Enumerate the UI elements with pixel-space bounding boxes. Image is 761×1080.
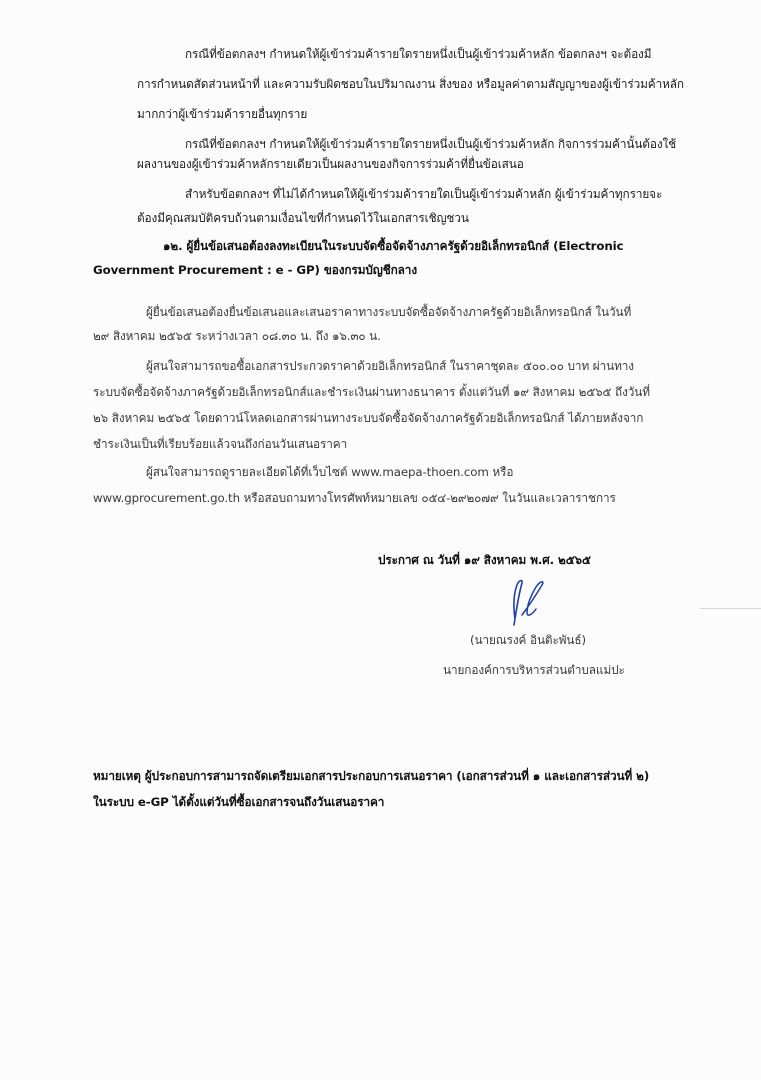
- jv-paragraph-2-line-1: กรณีที่ข้อตกลงฯ กำหนดให้ผู้เข้าร่วมค้ารายใดรายหนึ่งเป็นผู้เข้าร่วมค้าหลัก กิจการร่วมค้านั้นต้องใช้: [185, 137, 677, 151]
- jv-paragraph-2-line-2: ผลงานของผู้เข้าร่วมค้าหลักรายเดียวเป็นผลงานของกิจการร่วมค้าที่ยื่นข้อเสนอ: [137, 157, 524, 171]
- section-12-line-2: Government Procurement : e - GP) ของกรมบัญชีกลาง: [93, 263, 417, 277]
- submission-paragraph-line-1: ผู้ยื่นข้อเสนอต้องยื่นข้อเสนอและเสนอราคาทางระบบจัดซื้อจัดจ้างภาครัฐด้วยอิเล็กทรอนิกส์ ในวันที่: [146, 305, 632, 319]
- announcement-date: ประกาศ ณ วันที่ ๑๙ สิงหาคม พ.ศ. ๒๕๖๕: [378, 553, 591, 567]
- jv-paragraph-1-line-1: กรณีที่ข้อตกลงฯ กำหนดให้ผู้เข้าร่วมค้ารายใดรายหนึ่งเป็นผู้เข้าร่วมค้าหลัก ข้อตกลงฯ จะต้องมี: [185, 47, 652, 61]
- contact-paragraph-line-1: ผู้สนใจสามารถดูรายละเอียดได้ที่เว็บไซต์ www.maepa-thoen.com หรือ: [146, 465, 514, 479]
- purchase-paragraph-line-3: ๒๖ สิงหาคม ๒๕๖๕ โดยดาวน์โหลดเอกสารผ่านทางระบบจัดซื้อจัดจ้างภาครัฐด้วยอิเล็กทรอนิกส์ ได้ภายหลังจาก: [93, 411, 644, 425]
- jv-paragraph-3-line-2: ต้องมีคุณสมบัติครบถ้วนตามเงื่อนไขที่กำหนดไว้ในเอกสารเชิญชวน: [137, 211, 469, 225]
- jv-paragraph-3-line-1: สำหรับข้อตกลงฯ ที่ไม่ได้กำหนดให้ผู้เข้าร่วมค้ารายใดเป็นผู้เข้าร่วมค้าหลัก ผู้เข้าร่วมค้าทุกรายจะ: [185, 187, 663, 201]
- remark-line-1: หมายเหตุ ผู้ประกอบการสามารถจัดเตรียมเอกสารประกอบการเสนอราคา (เอกสารส่วนที่ ๑ และเอกสารส่วนที่ ๒): [93, 769, 650, 783]
- signer-name: (นายณรงค์ อินติะพันธ์): [470, 633, 586, 647]
- purchase-paragraph-line-4: ชำระเงินเป็นที่เรียบร้อยแล้วจนถึงก่อนวันเสนอราคา: [93, 437, 348, 451]
- contact-paragraph-line-2: www.gprocurement.go.th หรือสอบถามทางโทรศัพท์หมายเลข ๐๕๔-๒๙๒๐๗๙ ในวันและเวลาราชการ: [93, 491, 616, 505]
- jv-paragraph-1-line-2: การกำหนดสัดส่วนหน้าที่ และความรับผิดชอบในปริมาณงาน สิ่งของ หรือมูลค่าตามสัญญาของผู้เข้าร่วมค้าหลัก: [137, 77, 684, 91]
- signature-mark: [500, 575, 560, 630]
- scan-artifact-line: [700, 608, 761, 609]
- purchase-paragraph-line-1: ผู้สนใจสามารถขอซื้อเอกสารประกวดราคาด้วยอิเล็กทรอนิกส์ ในราคาชุดละ ๕๐๐.๐๐ บาท ผ่านทาง: [146, 359, 634, 373]
- remark-line-2: ในระบบ e-GP ได้ตั้งแต่วันที่ซื้อเอกสารจนถึงวันเสนอราคา: [93, 795, 385, 809]
- section-12-line-1: ๑๒. ผู้ยื่นข้อเสนอต้องลงทะเบียนในระบบจัดซื้อจัดจ้างภาครัฐด้วยอิเล็กทรอนิกส์ (Electronic: [163, 239, 624, 253]
- submission-paragraph-line-2: ๒๙ สิงหาคม ๒๕๖๕ ระหว่างเวลา ๐๘.๓๐ น. ถึง ๑๖.๓๐ น.: [93, 329, 381, 343]
- purchase-paragraph-line-2: ระบบจัดซื้อจัดจ้างภาครัฐด้วยอิเล็กทรอนิกส์และชำระเงินผ่านทางธนาคาร ตั้งแต่วันที่ ๑๙ สิงหาคม ๒๕๖๕ ถึงวันที่: [93, 385, 650, 399]
- jv-paragraph-1-line-3: มากกว่าผู้เข้าร่วมค้ารายอื่นทุกราย: [137, 107, 308, 121]
- signer-position: นายกองค์การบริหารส่วนตำบลแม่ปะ: [443, 663, 625, 677]
